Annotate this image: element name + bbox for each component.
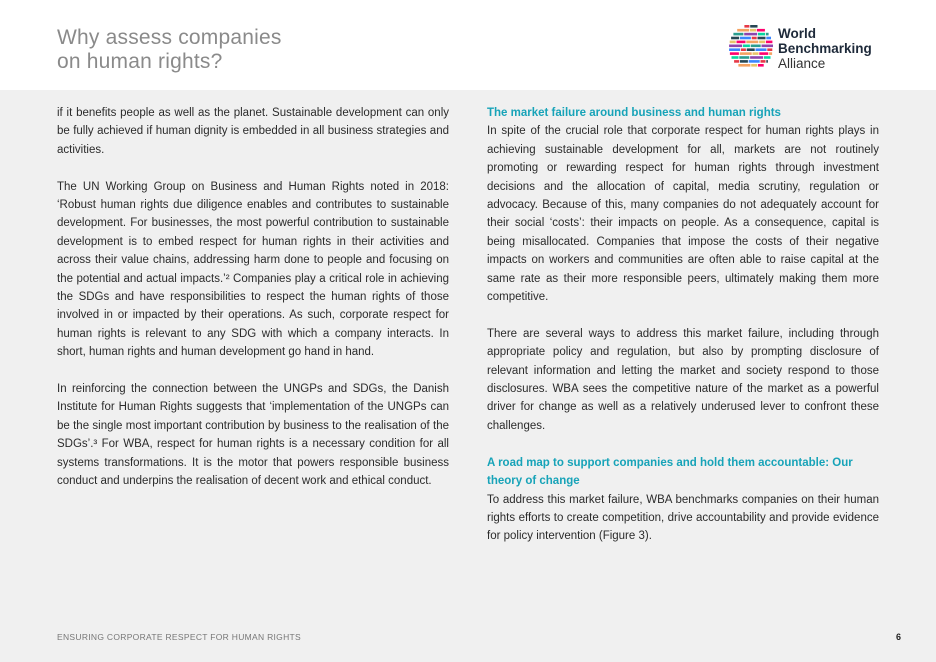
right-paragraph-3: To address this market failure, WBA benchmarks companies on their human rights efforts to create competition, drive accountability and provide evidence for policy intervention (Figure 3). — [487, 493, 879, 543]
page-title-line2: on human rights? — [57, 50, 223, 73]
page-header — [0, 0, 936, 90]
wba-logo-mark-icon — [728, 22, 774, 70]
page-title-line1: Why assess companies — [57, 26, 282, 49]
wba-logo — [728, 22, 888, 72]
page-number: 6 — [895, 632, 901, 642]
right-paragraph-1: In spite of the crucial role that corporate respect for human rights plays in achieving sustainable development for all, markets are not routinely promoting or rewarding respect for human rights through investment decisions and the allocation of capital, media scrutiny, regulation or advocacy. Because of this, many companies do not adequately account for their social ‘costs’: their impacts on people. As a consequence, capital is being misallocated. Companies that impose the costs of their negative impacts on workers and communities are often able to raise capital at the same rate as their more responsible peers, ultimately making them more competitive. — [487, 125, 879, 304]
page-title — [57, 26, 282, 74]
logo-text-line2: Benchmarking — [778, 41, 872, 56]
left-paragraph-1: if it benefits people as well as the planet. Sustainable development can only be fully achieved if human dignity is embedded in all business strategies and activities. — [57, 107, 449, 156]
left-paragraph-2: The UN Working Group on Business and Human Rights noted in 2018: ‘Robust human rights due diligence enables and contributes to sustainable development. For businesses, the most powerful contribution to sustainable development is to embed respect for human rights in their activities and across their value chains, addressing harm done to people and focusing on the potential and actual impacts.’² Companies play a critical role in achieving the SDGs and have responsibilities to respect the human rights of those involved in or impacted by their operations. As such, corporate respect for human rights is relevant to any SDG with which a company interacts. In short, human rights and human development go hand in hand. — [57, 180, 449, 359]
right-paragraph-2: There are several ways to address this market failure, including through appropriate policy and regulation, but also by prompting disclosure of relevant information and letting the market and society respond to those disclosures. WBA sees the competitive nature of the market as a powerful driver for change as well as a relatively underused lever to confront these challenges. — [487, 327, 879, 432]
left-paragraph-3: In reinforcing the connection between the UNGPs and SDGs, the Danish Institute for Human Rights suggests that ‘implementation of the UNGPs can be the single most important contribution by business to the realisation of the SDGs’.³ For WBA, respect for human rights is a necessary condition for all systems transformations. It is the motor that powers responsible business conduct and underpins the realisation of decent work and ethical conduct. — [57, 383, 449, 488]
right-column — [487, 104, 879, 564]
logo-text-line1: World — [778, 26, 816, 41]
wba-logo-text — [778, 26, 872, 71]
section-heading-road-map: A road map to support companies and hold them accountable: Our theory of change — [487, 456, 853, 488]
logo-text-line3: Alliance — [778, 56, 826, 71]
left-column — [57, 104, 449, 509]
section-heading-market-failure: The market failure around business and human rights — [487, 107, 781, 119]
footer-section-title: ENSURING CORPORATE RESPECT FOR HUMAN RIGHTS — [57, 632, 301, 642]
